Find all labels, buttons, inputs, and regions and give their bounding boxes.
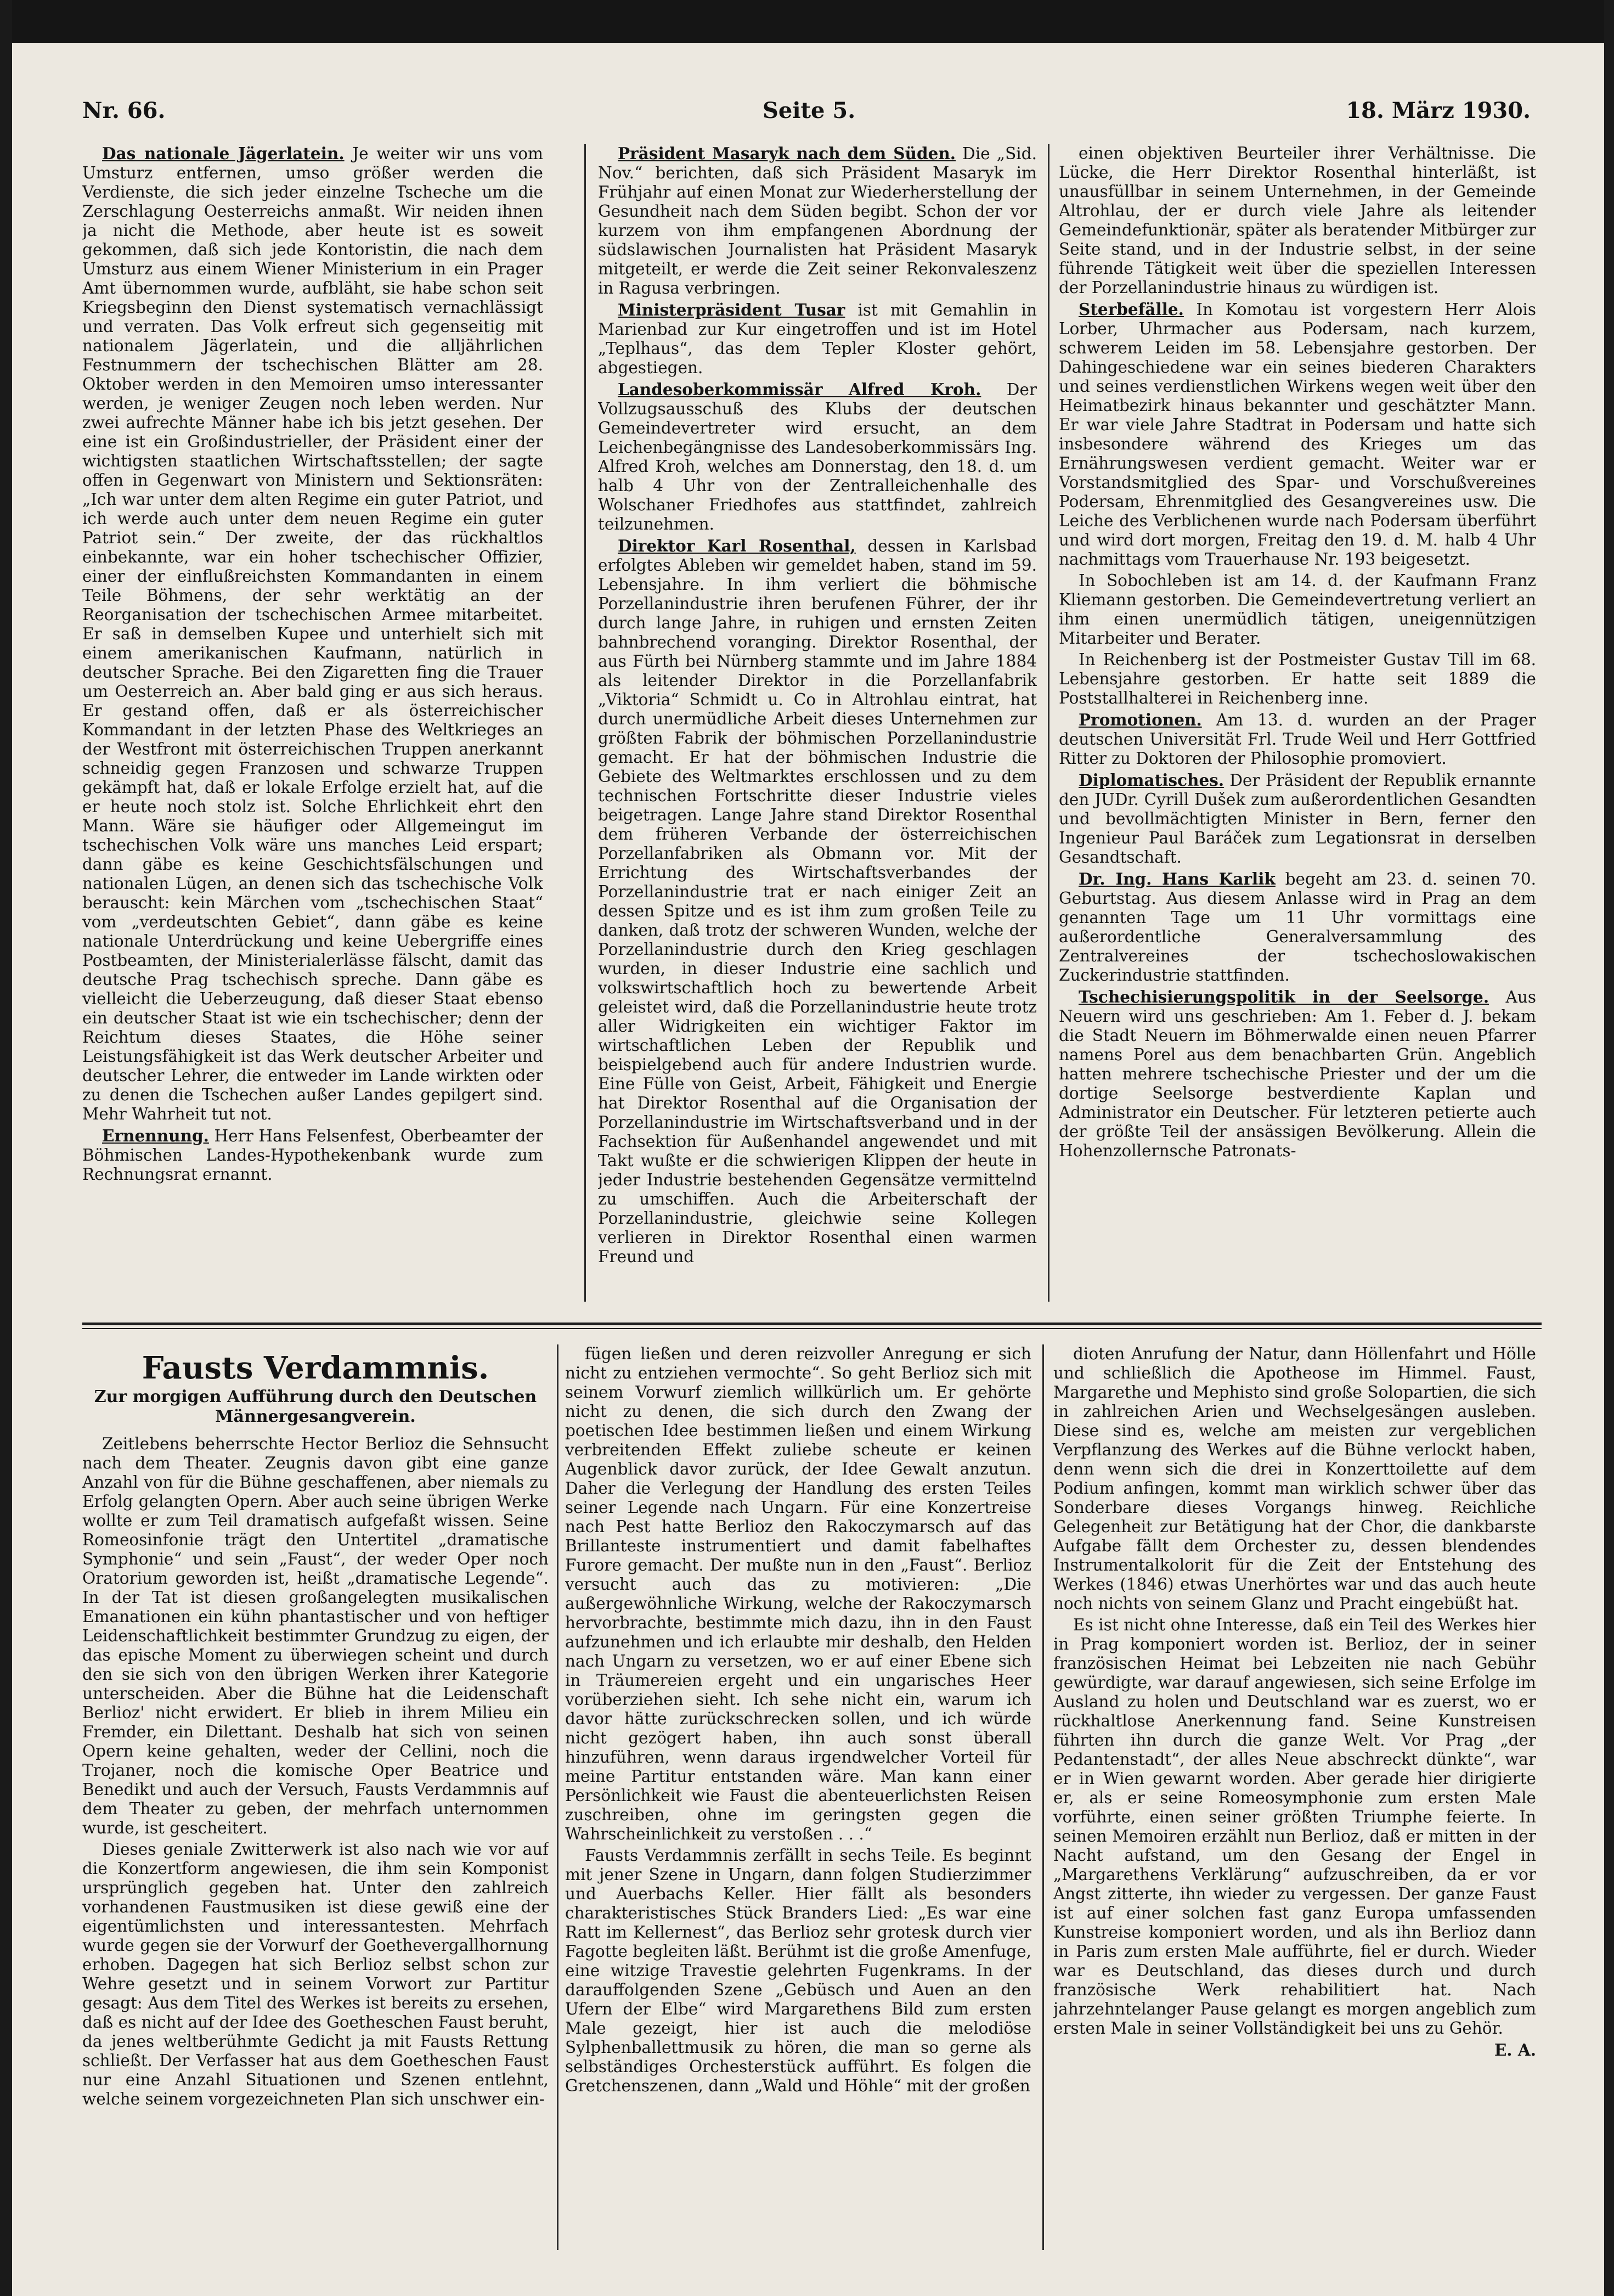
article-paragraph: Es ist nicht ohne Interesse, daß ein Teil des Werkes hier in Prag komponiert worden ist. Berlioz, der in seiner französischen Heimat bei Lebzeiten nie nach Gebühr gewürdigte, war darauf angewiesen, sich seine Erfolge im Ausland zu holen und Deutschland war es zuerst, wo er rückhaltlose Anerkennung fand. Seine Kunstreisen führten ihn durch die ganze Welt. Vor Prag „der Pedantenstadt“, der alles Neue abschreckt dünkte“, war er in Wien gewarnt worden. Aber gerade hier dirigierte er, als er seine Romeosymphonie zum ersten Male vorführte, einen seiner größten Triumphe feierte. In seinen Memoiren erzählt nun Berlioz, daß er mitten in der Nacht aufstand, um den Gesang der Engel in „Margarethens Verklärung“ aufzuschreiben, da er vor Angst zitterte, ihn wieder zu vergessen. Der ganze Faust ist auf einer solchen fast ganz Europa umfassenden Kunstreise komponiert worden, und als ihn Berlioz dann in Paris zum ersten Male aufführte, fiel er durch. Wieder war es Deutschland, das dieses durch und durch französische Werk rehabilitiert hat. Nach jahrzehntelanger Pause gelangt es morgen angeblich zum ersten Male in seiner Vollständigkeit bei uns zu Gehör. bbox=[1053, 1616, 1536, 2038]
article-paragraph: Fausts Verdammnis zerfällt in sechs Teile. Es beginnt mit jener Szene in Ungarn, dann folgen Studierzimmer und Auerbachs Keller. Hier fällt als besonders charakteristisches Stück Branders Lied: „Es war eine Ratt im Kellernest“, das Berlioz sehr grotesk durch vier Fagotte begleiten läßt. Berühmt ist die große Amenfuge, eine witzige Travestie gelehrten Fugenkrams. In der darauffolgenden Szene „Gebüsch und Auen an den Ufern der Elbe“ wird Margarethens Bild zum ersten Male gezeigt, hier ist auch die melodiöse Sylphenballettmusik zu hören, die man so gerne als selbständiges Orchesterstück aufführt. Es folgen die Gretchenszenen, dann „Wald und Höhle“ mit der großen bbox=[565, 1846, 1031, 2095]
top-column-2 bbox=[598, 144, 1037, 1302]
scan-border-left bbox=[0, 0, 12, 2296]
page-number: Seite 5. bbox=[763, 98, 856, 123]
news-item-text: ist mit Gemahlin in Marienbad zur Kur eingetroffen und ist im Hotel „Teplhaus“, das dem Tepler Kloster gehört, abgestiegen. bbox=[598, 301, 1037, 377]
column-rule bbox=[557, 1344, 558, 2250]
news-item bbox=[1059, 987, 1536, 1161]
author-signature: E. A. bbox=[1494, 2040, 1536, 2059]
article-paragraph: fügen ließen und deren reizvoller Anregung er sich nicht zu entziehen vermochte“. So geht Berlioz sich mit seinem Vorwurf ziemlich willkürlich um. Er gehörte nicht zu denen, die sich durch den Zwang der poetischen Idee bestimmen ließen und einem Wirkung verbreitenden Effekt zuliebe scheute er keinen Augenblick davor zurück, der Idee Gewalt anzutun. Daher die Verlegung der Handlung des ersten Teiles seiner Legende nach Ungarn. Für eine Konzertreise nach Pest hatte Berlioz den Rakoczymarsch auf das Brillanteste instrumentiert und damit fabelhaftes Furore gemacht. Der mußte nun in den „Faust“. Berlioz versucht auch das zu motivieren: „Die außergewöhnliche Wirkung, welche der Rakoczymarsch hervorbrachte, bestimmte mich dazu, ihn in den Faust aufzunehmen und ich erlaubte mir deshalb, den Helden nach Ungarn zu versetzen, wo er auf einer Ebene sich in Träumereien ergeht und ein ungarisches Heer vorüberziehen sieht. Ich sehe nicht ein, warum ich davor hätte zurückschrecken sollen, und ich würde nicht gezögert haben, ihn auch sonst überall hinzuführen, wenn daraus irgendwelcher Vorteil für meine Partitur entstanden wäre. Man kann einer Persönlichkeit wie Faust die abenteuerlichsten Reisen zuschreiben, ohne im geringsten gegen die Wahrscheinlichkeit zu verstoßen . . .“ bbox=[565, 1344, 1031, 1843]
news-item-heading: Direktor Karl Rosenthal, bbox=[618, 536, 856, 555]
news-item bbox=[598, 144, 1037, 298]
top-column-1 bbox=[82, 144, 543, 1302]
feature-column-2 bbox=[565, 1344, 1031, 2250]
issue-number: Nr. 66. bbox=[82, 98, 166, 123]
news-item-text: dessen in Karlsbad erfolgtes Ableben wir gemeldet haben, stand im 59. Lebensjahre. In ihm verliert die böhmische Porzellanindustrie ihren berufenen Führer, der ihr durch lange Jahre, in ruhigen und ernsten Zeiten bahnbrechend voranging. Direktor Rosenthal, der aus Fürth bei Nürnberg stammte und im Jahre 1884 als leitender Direktor in die Porzellanfabrik „Viktoria“ Schmidt u. Co in Altrohlau eintrat, hat durch unermüdliche Arbeit dieses Unternehmen zur größten Fabrik der böhmischen Porzellanindustrie gemacht. Er hat der böhmischen Industrie die Gebiete des Weltmarktes erschlossen und zu dem technischen Fortschritte dieser Industrie vieles beigetragen. Lange Jahre stand Direktor Rosenthal dem früheren Verbande der österreichischen Porzellanfabriken als Obmann vor. Mit der Errichtung des Wirtschaftsverbandes der Porzellanindustrie trat er nach einiger Zeit an dessen Spitze und es ist ihm zum großen Teile zu danken, daß trotz der schweren Wunden, welche der Porzellanindustrie durch den Krieg geschlagen wurden, in dieser Industrie eine sachlich und volkswirtschaftlich hoch zu bewertende Arbeit geleistet wird, daß die Porzellanindustrie heute trotz aller Widrigkeiten ein wichtiger Faktor im wirtschaftlichen Leben der Republik und beispielgebend auch für andere Industrien wurde. Eine Fülle von Geist, Arbeit, Fähigkeit und Energie hat Direktor Rosenthal auf die Organisation der Porzellanindustrie im Wirtschaftsverband und in der Fachsektion für Außenhandel angewendet und mit Takt wußte er die schwierigen Klippen der heute in jeder Industrie bestehenden Gegensätze vermittelnd zu umschiffen. Auch die Arbeiterschaft der Porzellanindustrie, gleichwie seine Kollegen verlieren in Direktor Rosenthal einen warmen Freund und bbox=[598, 537, 1037, 1266]
news-item bbox=[1059, 770, 1536, 867]
news-item-text: einen objektiven Beurteiler ihrer Verhältnisse. Die Lücke, die Herr Direktor Rosenthal hinterläßt, ist unausfüllbar in seinem Unternehmen, in der Gemeinde Altrohlau, der er durch viele Jahre als leitender Gemeindefunktionär, später als beratender Mitbürger zur Seite stand, und in der Industrie selbst, in der seine führende Tätigkeit weit über die speziellen Interessen der Porzellanindustrie hinaus zu würdigen ist. bbox=[1059, 144, 1536, 297]
column-rule bbox=[584, 144, 586, 1302]
news-item-text: Der Präsident der Republik ernannte den JUDr. Cyrill Dušek zum außerordentlichen Gesandten und bevollmächtigten Minister in Bern, ferner den Ingenieur Paul Baráček zum Legationsrat in derselben Gesandtschaft. bbox=[1059, 771, 1536, 866]
news-item bbox=[1059, 710, 1536, 768]
news-item bbox=[82, 1126, 543, 1184]
feature-title: Fausts Verdammnis. bbox=[142, 1350, 489, 1386]
scan-border-right bbox=[1604, 0, 1614, 2296]
news-item-text: In Komotau ist vorgestern Herr Alois Lorber, Uhrmacher aus Podersam, nach kurzem, schwerem Leiden im 58. Lebensjahre gestorben. Der Dahingeschiedene war ein seines biederen Charakters und seines verdienstlichen Wirkens wegen weit über den Heimatbezirk hinaus bekannter und geschätzter Mann. Er war viele Jahre Stadtrat in Podersam und hatte sich insbesondere während des Krieges um das Ernährungswesen verdient gemacht. Weiter war er Vorstandsmitglied des Spar- und Vorschußvereines Podersam, Ehrenmitglied des Gesangvereines usw. Die Leiche des Verblichenen wurde nach Podersam überführt und wird dort morgen, Freitag den 19. d. M. halb 4 Uhr nachmittags vom Trauerhause Nr. 193 beigesetzt. bbox=[1059, 300, 1536, 569]
news-item bbox=[1059, 300, 1536, 569]
news-item-heading: Landesoberkommissär Alfred Kroh. bbox=[618, 380, 981, 399]
news-item-text: Je weiter wir uns vom Umsturz entfernen, umso größer werden die Verdienste, die sich jeder einzelne Tscheche um die Zerschlagung Oesterreichs anmaßt. Wir neiden ihnen ja nicht die Methode, aber heute ist es soweit gekommen, daß sich jede Kontoristin, die nach dem Umsturz aus einem Wiener Ministerium in ein Prager Amt übernommen wurde, aufbläht, sie habe schon seit Kriegsbeginn den Dienst systematisch vernachlässigt und verraten. Das Volk erfreut sich gegenseitig mit nationalem Jägerlatein, und die alljährlichen Festnummern der tschechischen Blätter am 28. Oktober werden in den Memoiren umso interessanter werden, je weniger Zeugen noch leben werden. Nur zwei aufrechte Männer habe ich bis jetzt gesehen. Der eine ist ein Großindustrieller, der Präsident einer der wichtigsten staatlichen Wirtschaftsstellen; der sagte offen in Gegenwart von Ministern und Sektionsräten: „Ich war unter dem alten Regime ein guter Patriot, und ich werde auch unter dem neuen Regime ein guter Patriot sein.“ Der zweite, der das rückhaltlos einbekannte, war ein hoher tschechischer Offizier, einer der einflußreichsten Kommandanten in einem Teile Böhmens, der sehr werktätig an der Reorganisation der tschechischen Armee mitarbeitet. Er saß in demselben Kupee und unterhielt sich mit einem amerikanischen Kaufmann, natürlich in deutscher Sprache. Bei den Zigaretten fing die Trauer um Oesterreich an. Aber bald ging er aus sich heraus. Er gestand offen, daß er als österreichischer Kommandant in der letzten Phase des Weltkrieges an der Westfront mit österreichischen Truppen anerkannt schneidig gegen Franzosen und schwarze Truppen gekämpft hat, daß er lokale Erfolge erzielt hat, auf die er heute noch stolz ist. Solche Ehrlichkeit ehrt den Mann. Wäre sie häufiger oder Allgemeingut im tschechischen Volk wäre uns manches Leid erspart; dann gäbe es keine Geschichtsfälschungen und nationalen Lügen, an denen sich das tschechische Volk berauscht: kein Märchen vom „tschechischen Staat“ vom „verdeutschten Gebiet“, dann gäbe es keine nationale Unterdrückung und keine Uebergriffe eines Postbeamten, der Ministerialerlässe fälscht, damit das deutsche Prag tschechisch spreche. Dann gäbe es vielleicht die Ueberzeugung, daß dieser Staat ebenso ein deutscher Staat ist wie ein tschechischer; denn der Reichtum dieses Staates, die Höhe seiner Leistungsfähigkeit ist das Werk deutscher Arbeiter und deutscher Lehrer, die entweder im Lande wirkten oder zu denen die Tschechen außer Landes gepilgert sind. Mehr Wahrheit tut not. bbox=[82, 144, 543, 1123]
feature-subtitle: Zur morgigen Aufführung durch den Deutschen Männergesangverein. bbox=[94, 1387, 537, 1426]
news-item-heading: Tschechisierungspolitik in der Seelsorge. bbox=[1079, 987, 1489, 1006]
section-divider bbox=[82, 1323, 1542, 1325]
news-item-text: Der Vollzugsausschuß des Klubs der deutschen Gemeindevertreter wird ersucht, an dem Leichenbegängnisse des Landesoberkommissärs Ing. Alfred Kroh, welches am Donnerstag, den 18. d. um halb 4 Uhr von der Zentralleichenhalle des Wolschaner Friedhofes aus stattfindet, zahlreich teilzunehmen. bbox=[598, 380, 1037, 533]
section-divider-thin bbox=[82, 1328, 1542, 1329]
news-item-heading: Promotionen. bbox=[1079, 710, 1202, 729]
news-item bbox=[1059, 650, 1536, 708]
article-paragraph: Dieses geniale Zwitterwerk ist also nach wie vor auf die Konzertform angewiesen, die ihm sein Komponist ursprünglich gegeben hat. Unter den zahlreich vorhandenen Faustmusiken ist diese gewiß eine der eigentümlichsten und interessantesten. Mehrfach wurde gegen sie der Vorwurf der Goethevergallhornung erhoben. Dagegen hat sich Berlioz selbst schon zur Wehre gesetzt und in seinem Vorwort zur Partitur gesagt: Aus dem Titel des Werkes ist bereits zu ersehen, daß es nicht auf der Idee des Goetheschen Faust beruht, da jenes weltberühmte Gedicht ja mit Fausts Rettung schließt. Der Verfasser hat aus dem Goetheschen Faust nur eine Anzahl Situationen und Szenen entlehnt, welche seinem vorgezeichneten Plan sich unschwer ein- bbox=[82, 1840, 549, 2108]
feature-column-3 bbox=[1053, 1344, 1536, 2250]
news-item-text: Die „Sid. Nov.“ berichten, daß sich Präsident Masaryk im Frühjahr auf einen Monat zur Wiederherstellung der Gesundheit nach dem Süden begibt. Schon der vor kurzem von ihm empfangenen Abordnung der südslawischen Journalisten hat Präsident Masaryk mitgeteilt, er werde die Zeit seiner Rekonvaleszenz in Ragusa verbringen. bbox=[598, 144, 1037, 297]
news-item bbox=[82, 144, 543, 1124]
article-paragraph: Zeitlebens beherrschte Hector Berlioz die Sehnsucht nach dem Theater. Zeugnis davon gibt eine ganze Anzahl von für die Bühne geschaffenen, aber niemals zu Erfolg gelangten Opern. Aber auch seine übrigen Werke wollte er zum Teil dramatisch aufgefaßt wissen. Seine Romeosinfonie trägt den Untertitel „dramatische Symphonie“ und sein „Faust“, der weder Oper noch Oratorium geworden ist, heißt „dramatische Legende“. In der Tat ist diesen großangelegten musikalischen Emanationen ein kühn phantastischer und von heftiger Leidenschaftlichkeit bestimmter Grundzug zu eigen, der das epische Moment zu überwiegen scheint und durch den sie sich von den übrigen Werken ihrer Kategorie unterscheiden. Aber die Bühne hat die Leidenschaft Berlioz' nicht erwidert. Er blieb in ihrem Milieu ein Fremder, ein Dilettant. Deshalb hat sich von seinen Opern keine gehalten, weder der Cellini, noch die Trojaner, noch die komische Oper Beatrice und Benedikt und auch der Versuch, Fausts Verdammnis auf dem Theater zu geben, der mehrfach unternommen wurde, ist gescheitert. bbox=[82, 1434, 549, 1837]
news-item-heading: Präsident Masaryk nach dem Süden. bbox=[618, 144, 956, 163]
news-item-text: Herr Hans Felsenfest, Oberbeamter der Böhmischen Landes-Hypothekenbank wurde zum Rechnungsrat ernannt. bbox=[82, 1127, 543, 1184]
news-item bbox=[1059, 869, 1536, 985]
news-item-text: In Reichenberg ist der Postmeister Gustav Till im 68. Lebensjahre gestorben. Er hatte seit 1889 die Poststallhalterei in Reichenberg inne. bbox=[1059, 650, 1536, 707]
news-item-heading: Ministerpräsident Tusar bbox=[618, 300, 845, 319]
top-column-3 bbox=[1059, 144, 1536, 1302]
column-rule bbox=[1042, 1344, 1044, 2250]
news-item-text: begeht am 23. d. seinen 70. Geburtstag. Aus diesem Anlasse wird in Prag an dem genannten Tage um 11 Uhr vormittags eine außerordentliche Generalversammlung des Zentralvereines der tschechoslowakischen Zuckerindustrie stattfinden. bbox=[1059, 870, 1536, 984]
column-rule bbox=[1048, 144, 1049, 1302]
issue-date: 18. März 1930. bbox=[1346, 98, 1531, 123]
article-paragraph: dioten Anrufung der Natur, dann Höllenfahrt und Hölle und schließlich die Apotheose im Himmel. Faust, Margarethe und Mephisto sind große Solopartien, die sich in zahlreichen Arien und Wechselgesängen ausleben. Diese sind es, welche am meisten zur vergeblichen Verpflanzung des Werkes auf die Bühne verlockt haben, denn wenn sich die drei in Konzerttoilette auf dem Podium anfingen, kommt man wirklich schwer über das Sonderbare dieses Vorgangs hinweg. Reichliche Gelegenheit zur Betätigung hat der Chor, die dankbarste Aufgabe fällt dem Orchester zu, dessen blendendes Instrumentalkolorit für die Zeit der Entstehung des Werkes (1846) etwas Unerhörtes war und das auch heute noch nichts von seinem Glanz und Pracht eingebüßt hat. bbox=[1053, 1344, 1536, 1613]
news-item bbox=[598, 380, 1037, 534]
news-item-heading: Ernennung. bbox=[102, 1126, 209, 1145]
scan-border-top bbox=[0, 0, 1614, 43]
news-item-heading: Das nationale Jägerlatein. bbox=[102, 144, 345, 163]
news-item bbox=[1059, 571, 1536, 648]
news-item-text: Aus Neuern wird uns geschrieben: Am 1. Feber d. J. bekam die Stadt Neuern im Böhmerwalde einen neuen Pfarrer namens Porel aus dem benachbarten Grün. Angeblich hatten mehrere tschechische Priester und der um die dortige Seelsorge bestverdiente Kaplan und Administrator ein Deutscher. Für letzteren petierte auch der größte Teil der ansässigen Bevölkerung. Allein die Hohenzollernsche Patronats- bbox=[1059, 988, 1536, 1160]
news-item-heading: Diplomatisches. bbox=[1079, 770, 1224, 790]
page-header bbox=[82, 98, 1531, 131]
news-item-heading: Dr. Ing. Hans Karlik bbox=[1079, 869, 1276, 888]
feature-column-1 bbox=[82, 1344, 549, 2250]
news-item-text: Am 13. d. wurden an der Prager deutschen Universität Frl. Trude Weil und Herr Gottfried Ritter zu Doktoren der Philosophie promoviert. bbox=[1059, 711, 1536, 768]
news-item bbox=[1059, 144, 1536, 297]
news-item bbox=[598, 300, 1037, 378]
news-item-text: In Sobochleben ist am 14. d. der Kaufmann Franz Kliemann gestorben. Die Gemeindevertretung verliert an ihm einen unermüdlich tätigen, uneigennützigen Mitarbeiter und Berater. bbox=[1059, 571, 1536, 648]
news-item bbox=[598, 536, 1037, 1267]
news-item-heading: Sterbefälle. bbox=[1079, 300, 1184, 319]
